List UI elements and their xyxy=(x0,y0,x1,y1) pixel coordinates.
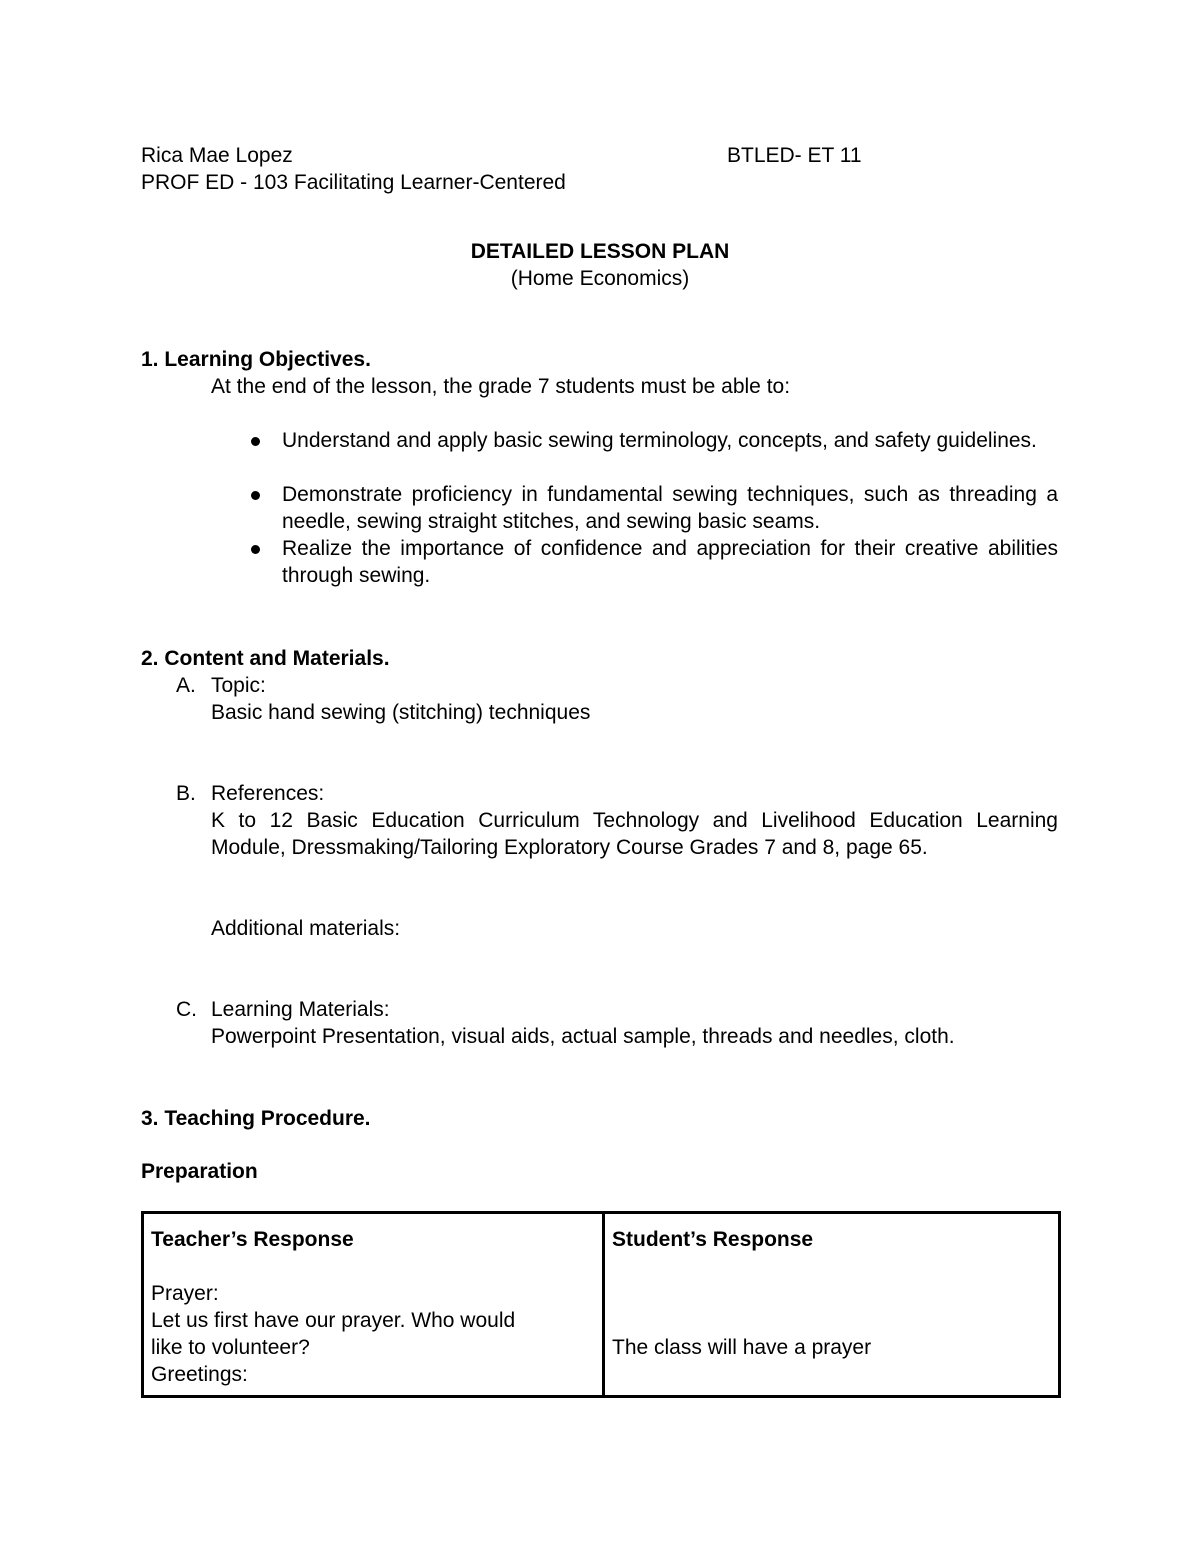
references-value: K to 12 Basic Education Curriculum Technology and Livelihood Education Learning Module, Dressmaking/Tailoring Exploratory Course Grades 7 and 8, page 65. xyxy=(211,809,1058,859)
bullet-icon xyxy=(251,491,260,500)
objective-item: Realize the importance of confidence and appreciation for their creative abilities through sewing. xyxy=(282,537,1058,587)
teacher-line: Prayer: xyxy=(151,1282,219,1305)
teacher-header: Teacher’s Response xyxy=(151,1228,354,1251)
bullet-icon xyxy=(251,545,260,554)
objective-item: Demonstrate proficiency in fundamental sewing techniques, such as threading a needle, sewing straight stitches, and sewing basic seams. xyxy=(282,483,1058,533)
student-header: Student’s Response xyxy=(612,1228,814,1251)
learning-materials-label: Learning Materials: xyxy=(211,998,390,1021)
references-letter: B. xyxy=(176,782,196,805)
document-subject: (Home Economics) xyxy=(510,267,690,290)
student-column xyxy=(605,1214,1058,1395)
additional-materials-label: Additional materials: xyxy=(211,917,401,940)
student-reply: The class will have a prayer xyxy=(612,1336,872,1359)
bullet-icon xyxy=(251,437,260,446)
topic-label: Topic: xyxy=(211,674,266,697)
learning-materials-value: Powerpoint Presentation, visual aids, actual sample, threads and needles, cloth. xyxy=(211,1025,955,1048)
teacher-line: like to volunteer? xyxy=(151,1336,310,1359)
author-name: Rica Mae Lopez xyxy=(141,144,293,167)
section-code: BTLED- ET 11 xyxy=(727,144,862,167)
references-label: References: xyxy=(211,782,325,805)
procedure-heading: 3. Teaching Procedure. xyxy=(141,1107,371,1130)
course-title: PROF ED - 103 Facilitating Learner-Centered xyxy=(141,171,566,194)
objectives-intro: At the end of the lesson, the grade 7 students must be able to: xyxy=(211,375,791,398)
preparation-subheading: Preparation xyxy=(141,1160,258,1183)
teacher-line: Greetings: xyxy=(151,1363,248,1386)
topic-value: Basic hand sewing (stitching) techniques xyxy=(211,701,591,724)
topic-letter: A. xyxy=(176,674,196,697)
teacher-column xyxy=(144,1214,602,1395)
teacher-line: Let us first have our prayer. Who would xyxy=(151,1309,516,1332)
content-heading: 2. Content and Materials. xyxy=(141,647,390,670)
objectives-heading: 1. Learning Objectives. xyxy=(141,348,371,371)
objective-item: Understand and apply basic sewing terminology, concepts, and safety guidelines. xyxy=(282,429,1037,452)
document-title: DETAILED LESSON PLAN xyxy=(470,240,730,263)
learning-materials-letter: C. xyxy=(176,998,197,1021)
response-table xyxy=(141,1211,1061,1398)
